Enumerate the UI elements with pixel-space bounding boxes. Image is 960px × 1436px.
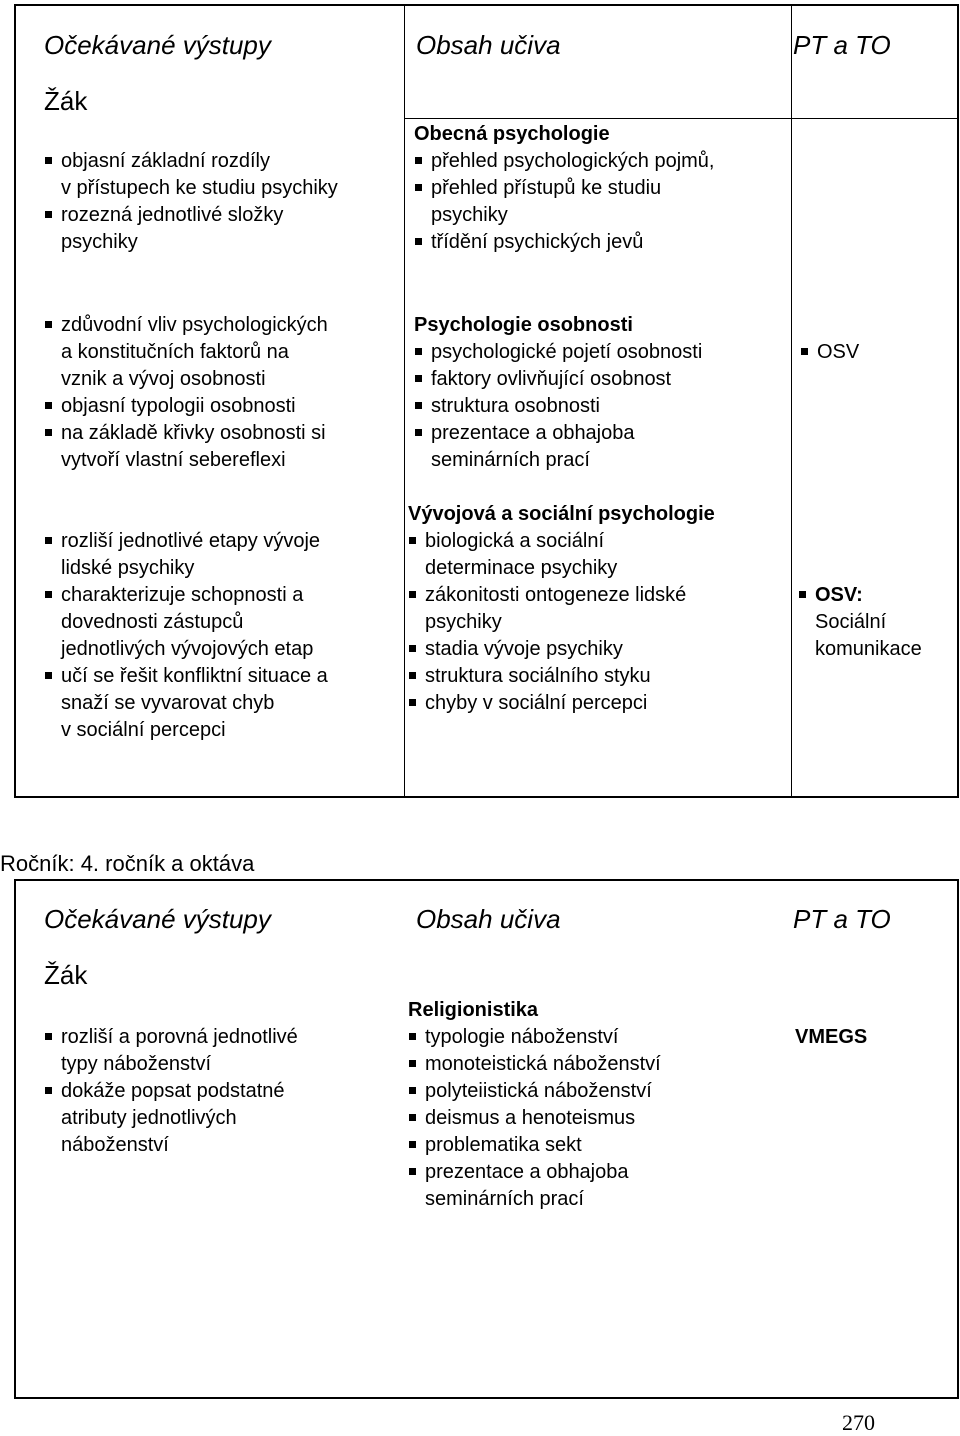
row2-outcomes [44,312,328,474]
list-item: charakterizuje schopnosti a [44,582,328,609]
list-item: problematika sekt [408,1132,661,1159]
list-item: struktura osobnosti [414,393,702,420]
list-item: biologická a sociální [408,528,715,555]
list-item: polyteiistická náboženství [408,1078,661,1105]
list-item: třídění psychických jevů [414,229,715,256]
list-item-continuation: jednotlivých vývojových etap [61,638,314,660]
list-item: OSV: [798,582,922,609]
student-label: Žák [44,960,88,990]
list-item: prezentace a obhajoba [414,420,702,447]
list-item: OSV [800,339,859,366]
list-item-continuation: vznik a vývoj osobnosti [61,368,266,390]
row1-outcomes [44,148,338,256]
list-item-continuation: lidské psychiky [61,557,195,579]
list-item: struktura sociálního styku [408,663,715,690]
list-item: přehled přístupů ke studiu [414,175,715,202]
curriculum-table-1 [14,4,959,798]
content-title: Vývojová a sociální psychologie [408,503,715,525]
list-item: objasní typologii osobnosti [44,393,328,420]
header-cross-topics: PT a TO [793,904,891,934]
list-item: monoteistická náboženství [408,1051,661,1078]
list-item-continuation: komunikace [815,638,922,660]
header-expected-outcomes: Očekávané výstupy [44,30,271,60]
list-item-continuation: vytvoří vlastní sebereflexi [61,449,286,471]
row3-pt [798,582,922,663]
list-item: typologie náboženství [408,1024,661,1051]
content-title: Religionistika [408,999,539,1021]
list-item-continuation: snaží se vyvarovat chyb [61,692,275,714]
list-item: dokáže popsat podstatné [44,1078,298,1105]
header-curriculum-content: Obsah učiva [416,904,561,934]
header-expected-outcomes: Očekávané výstupy [44,904,271,934]
list-item-continuation: atributy jednotlivých [61,1107,237,1129]
list-item-continuation: v přístupech ke studiu psychiky [61,177,338,199]
list-item: rozliší a porovná jednotlivé [44,1024,298,1051]
list-item-continuation: psychiky [61,231,138,253]
list-item-continuation: psychiky [425,611,502,633]
row2-content [414,312,702,474]
row1-outcomes [44,1024,298,1159]
row3-content [408,501,715,717]
header-separator [404,118,959,119]
list-item-continuation: typy náboženství [61,1053,212,1075]
row2-pt [800,339,859,366]
list-item-continuation: psychiky [431,204,508,226]
row1-content [414,121,715,256]
row1-content [408,997,661,1213]
page-number: 270 [842,1410,875,1435]
content-title: Psychologie osobnosti [414,314,633,336]
curriculum-table-2 [14,879,959,1399]
list-item: prezentace a obhajoba [408,1159,661,1186]
list-item-continuation: náboženství [61,1134,169,1156]
list-item: stadia vývoje psychiky [408,636,715,663]
list-item: chyby v sociální percepci [408,690,715,717]
header-cross-topics: PT a TO [793,30,891,60]
list-item: učí se řešit konfliktní situace a [44,663,328,690]
pt-label: VMEGS [795,1026,868,1048]
list-item-continuation: determinace psychiky [425,557,618,579]
header-curriculum-content: Obsah učiva [416,30,561,60]
year-label: Ročník: 4. ročník a oktáva [0,851,255,876]
row1-pt [795,1024,867,1051]
list-item: zákonitosti ontogeneze lidské [408,582,715,609]
list-item-continuation: a konstitučních faktorů na [61,341,289,363]
list-item: zdůvodní vliv psychologických [44,312,328,339]
student-label: Žák [44,86,88,116]
list-item-continuation: dovednosti zástupců [61,611,244,633]
list-item: na základě křivky osobnosti si [44,420,328,447]
list-item: rozezná jednotlivé složky [44,202,338,229]
list-item-continuation: Sociální [815,611,887,633]
list-item-continuation: seminárních prací [431,449,590,471]
list-item: psychologické pojetí osobnosti [414,339,702,366]
list-item-continuation: seminárních prací [425,1188,584,1210]
list-item-continuation: v sociální percepci [61,719,226,741]
row3-outcomes [44,528,328,744]
list-item: přehled psychologických pojmů, [414,148,715,175]
list-item: deismus a henoteismus [408,1105,661,1132]
list-item: rozliší jednotlivé etapy vývoje [44,528,328,555]
list-item: objasní základní rozdíly [44,148,338,175]
list-item: faktory ovlivňující osobnost [414,366,702,393]
content-title: Obecná psychologie [414,123,610,145]
